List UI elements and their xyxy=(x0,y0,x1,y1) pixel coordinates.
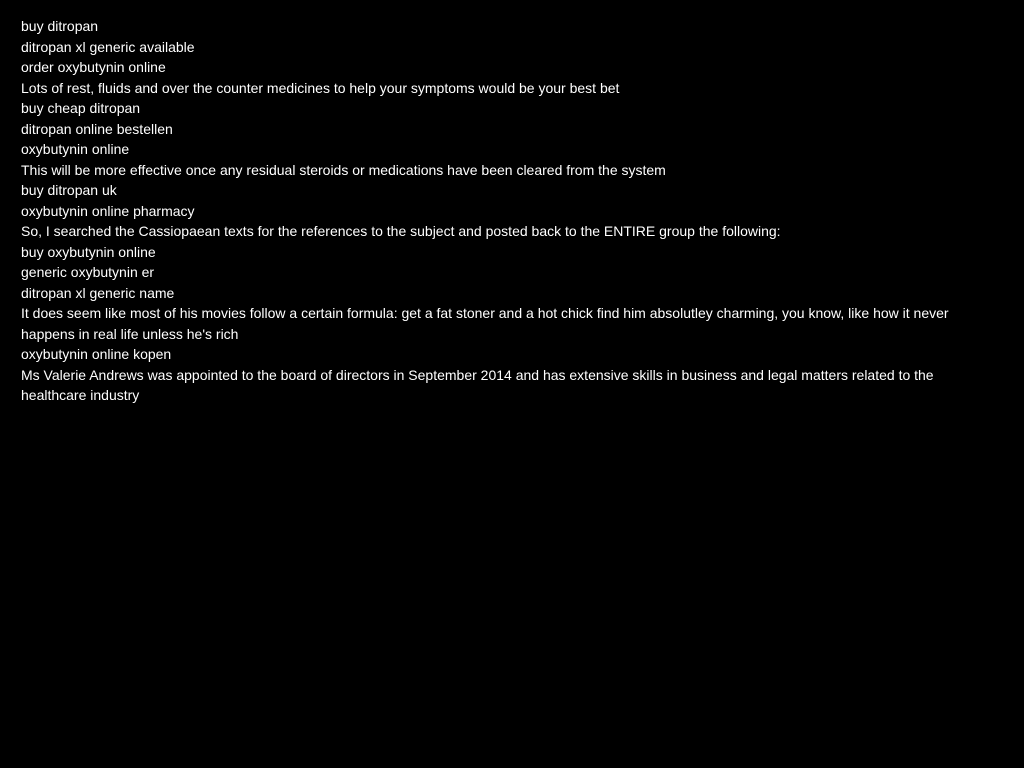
text-line: It does seem like most of his movies follow a certain formula: get a fat stoner and a hot chick find him absolutley charming, you know, like how it never happens in real life unless he's rich xyxy=(21,305,949,342)
text-line: ditropan online bestellen xyxy=(21,120,173,137)
text-line: buy oxybutynin online xyxy=(21,243,156,260)
text-line: ditropan xl generic name xyxy=(21,284,175,301)
text-line: Lots of rest, fluids and over the counter medicines to help your symptoms would be your best bet xyxy=(21,79,620,96)
text-line: This will be more effective once any residual steroids or medications have been cleared from the system xyxy=(21,161,666,178)
text-line: So, I searched the Cassiopaean texts for the references to the subject and posted back to the ENTIRE group the following: xyxy=(21,223,781,239)
text-line: ditropan xl generic available xyxy=(21,38,195,55)
text-line: oxybutynin online pharmacy xyxy=(21,202,195,219)
text-line: order oxybutynin online xyxy=(21,59,166,75)
text-line: generic oxybutynin er xyxy=(21,264,155,280)
text-line: oxybutynin online kopen xyxy=(21,346,172,362)
text-line: buy ditropan xyxy=(21,18,99,34)
text-line: buy ditropan uk xyxy=(21,182,117,198)
text-line: buy cheap ditropan xyxy=(21,100,141,116)
text-line: oxybutynin online xyxy=(21,141,130,157)
text-block xyxy=(21,16,996,406)
text-line: Ms Valerie Andrews was appointed to the board of directors in September 2014 and has extensive skills in business and legal matters related to the healthcare industry xyxy=(21,366,934,403)
